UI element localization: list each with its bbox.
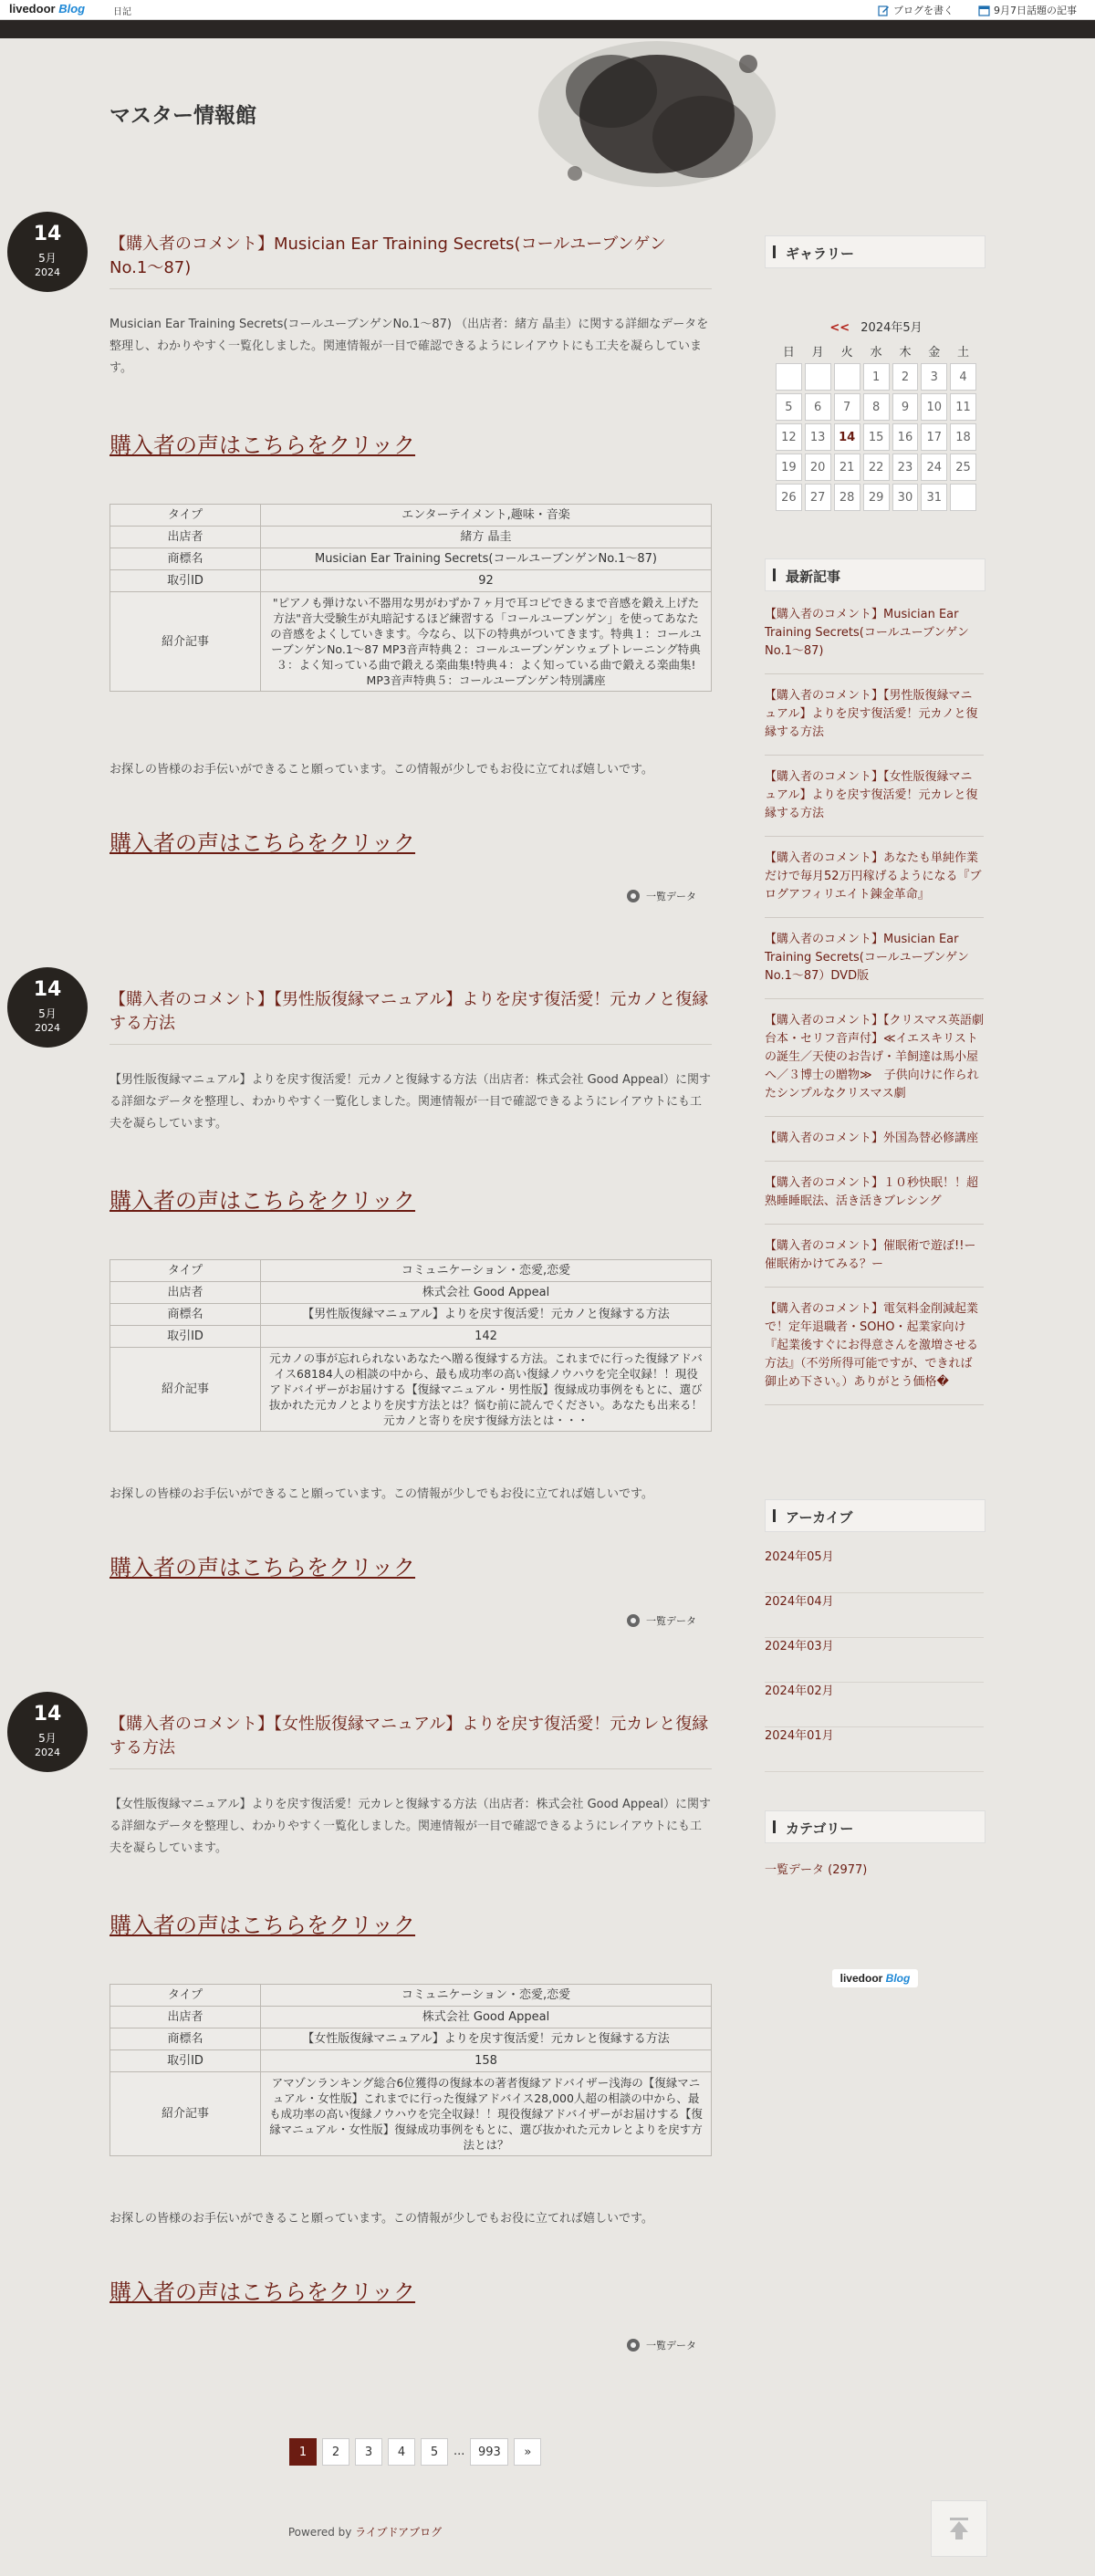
calendar-header xyxy=(776,318,976,338)
recent-post-link[interactable]: 【購入者のコメント】外国為替必修講座 xyxy=(765,1130,984,1162)
buyer-voice-link[interactable]: 購入者の声はこちらをクリック xyxy=(110,2279,416,2305)
closing-text: お探しの皆様のお手伝いができること願っています。この情報が少しでもお役に立てれば嬉しいです。 xyxy=(110,1487,653,1501)
closing-text: お探しの皆様のお手伝いができること願っています。この情報が少しでもお役に立てれば嬉しいです。 xyxy=(110,2212,653,2226)
page-link-last[interactable]: 993 xyxy=(470,2438,508,2466)
category-link[interactable]: 一覧データ xyxy=(625,889,696,903)
livedoor-blog-badge[interactable]: livedoor Blog xyxy=(832,1969,918,1987)
page-link[interactable]: 3 xyxy=(355,2438,382,2466)
archive-list xyxy=(765,1549,984,1772)
recent-post-link[interactable]: 【購入者のコメント】１０秒快眠！！超熟睡睡眠法、活き活きブレシング xyxy=(765,1174,984,1225)
pencil-icon xyxy=(878,5,890,16)
back-to-top-button[interactable] xyxy=(931,2500,987,2557)
table-row: 取引ID 142 xyxy=(110,1326,712,1348)
recent-post-link[interactable]: 【購入者のコメント】【女性版復縁マニュアル】よりを戻す復活愛！元カレと復縁する方法 xyxy=(765,768,984,837)
category-link[interactable]: 一覧データ xyxy=(625,1613,696,1628)
recent-posts-list xyxy=(765,606,984,1418)
page-link-current[interactable]: 1 xyxy=(289,2438,317,2466)
divider xyxy=(110,288,712,289)
table-row: 紹介記事 元カノの事が忘れられないあなたへ贈る復縁する方法。これまでに行った復縁アドバイス68184人の相談の中から、最も成功率の高い復縁ノウハウを完全収録！！現役アドバイザーがお届けする【復縁マニュアル・男性版】復縁成功事例をもとに、選び抜かれた元カノとよりを戻す方法とは？悩む前に読んでください。あなたも出来る！元カノと寄りを戻す復縁方法とは・・・ xyxy=(110,1348,712,1432)
table-row: 出店者 株式会社 Good Appeal xyxy=(110,1282,712,1304)
category-item-link[interactable]: 一覧データ (2977) xyxy=(765,1863,868,1877)
write-blog-link[interactable]: ブログを書く xyxy=(878,3,954,17)
category-heading: カテゴリー xyxy=(765,1810,986,1843)
calendar-month: 2024年5月 xyxy=(860,321,923,335)
post-title[interactable]: 【購入者のコメント】Musician Ear Training Secrets(コールユーブンゲンNo.1〜87) xyxy=(110,235,666,277)
week-row: 19 20 21 22 23 24 25 xyxy=(776,454,976,481)
folder-icon xyxy=(625,889,641,903)
archive-link[interactable]: 2024年03月 xyxy=(765,1638,984,1683)
post-description: 【女性版復縁マニュアル】よりを戻す復活愛！元カレと復縁する方法（出店者：株式会社 Good Appeal）に関する詳細なデータを整理し、わかりやすく一覧化しました。関連情報が一目で確認できるようにレイアウトにも工夫を凝らしています。 xyxy=(110,1798,711,1855)
diary-link[interactable]: 日記 xyxy=(113,7,131,17)
recent-post-link[interactable]: 【購入者のコメント】【クリスマス英語劇台本・セリフ音声付】≪イエスキリストの誕生／天使のお告げ・羊飼達は馬小屋へ／３博士の贈物≫ 子供向けに作られたシンプルなクリスマス劇 xyxy=(765,1012,984,1117)
table-row: 紹介記事 "ピアノも弾けない不器用な男がわずか７ヶ月で耳コピできるまで音感を鍛え上げた方法"音大受験生が丸暗記するほど練習する「コールユーブンゲン」を使ってあなたの音感をよくしていきます。今なら、以下の特典がついてきます。特典１：コールユーブンゲンNo.1〜87 MP3音声特典２：コールユーブンゲンウェブトレーニング特典３：よく知っている曲で鍛える楽曲集!特典４：よく知っている曲で鍛える楽曲集! MP3音声特典５：コールユーブンゲン特別講座 xyxy=(110,592,712,692)
table-row: 商標名 【男性版復縁マニュアル】よりを戻す復活愛！元カノと復縁する方法 xyxy=(110,1304,712,1326)
closing-text: お探しの皆様のお手伝いができること願っています。この情報が少しでもお役に立てれば嬉しいです。 xyxy=(110,763,653,777)
buyer-voice-link[interactable]: 購入者の声はこちらをクリック xyxy=(110,830,416,856)
calendar-icon xyxy=(978,5,990,16)
page-link[interactable]: 4 xyxy=(388,2438,415,2466)
calendar-grid xyxy=(773,338,979,514)
folder-icon xyxy=(625,1613,641,1628)
topics-link[interactable]: 9月7日話題の記事 xyxy=(978,3,1077,17)
post-description: Musician Ear Training Secrets(コールユーブンゲンNo.1〜87) （出店者：緒方 晶圭）に関する詳細なデータを整理し、わかりやすく一覧化しました。関連情報が一目で確認できるようにレイアウトにも工夫を凝らしています。 xyxy=(110,318,709,375)
calendar-day-link[interactable]: 14 xyxy=(834,423,860,451)
page-link[interactable]: 5 xyxy=(421,2438,448,2466)
date-badge: 14 5月 2024 xyxy=(7,967,88,1048)
week-row: 12 13 14 15 16 17 18 xyxy=(776,423,976,451)
archive-link[interactable]: 2024年04月 xyxy=(765,1593,984,1638)
week-row: 1 2 3 4 xyxy=(776,363,976,391)
buyer-voice-link[interactable]: 購入者の声はこちらをクリック xyxy=(110,1188,416,1214)
product-info-table xyxy=(110,1984,712,2156)
recent-heading: 最新記事 xyxy=(765,558,986,591)
table-row: 出店者 緒方 晶圭 xyxy=(110,527,712,548)
divider xyxy=(110,1768,712,1769)
recent-post-link[interactable]: 【購入者のコメント】Musician Ear Training Secrets(コールユーブンゲンNo.1〜87）DVD版 xyxy=(765,931,984,999)
buyer-voice-link[interactable]: 購入者の声はこちらをクリック xyxy=(110,1913,416,1938)
post-title[interactable]: 【購入者のコメント】【女性版復縁マニュアル】よりを戻す復活愛！元カレと復縁する方法 xyxy=(110,1715,709,1757)
week-row: 26 27 28 29 30 31 xyxy=(776,484,976,511)
category-link[interactable]: 一覧データ xyxy=(625,2338,696,2352)
ink-splash-decoration xyxy=(511,27,803,219)
product-info-table xyxy=(110,504,712,692)
table-row: タイプ エンターテイメント,趣味・音楽 xyxy=(110,505,712,527)
arrow-up-icon xyxy=(932,2501,986,2556)
date-badge: 14 5月 2024 xyxy=(7,1692,88,1772)
pagination xyxy=(289,2438,541,2466)
next-page-button[interactable]: » xyxy=(514,2438,541,2466)
archive-link[interactable]: 2024年01月 xyxy=(765,1727,984,1772)
archive-link[interactable]: 2024年05月 xyxy=(765,1549,984,1593)
buyer-voice-link[interactable]: 購入者の声はこちらをクリック xyxy=(110,1555,416,1580)
product-info-table xyxy=(110,1259,712,1432)
livedoor-blog-logo[interactable]: livedoor Blog xyxy=(9,2,86,16)
weekday-row: 日 月 火 水 木 金 土 xyxy=(782,345,970,360)
recent-post-link[interactable]: 【購入者のコメント】【男性版復縁マニュアル】よりを戻す復活愛！元カノと復縁する方法 xyxy=(765,687,984,756)
powered-by: Powered by ライブドアブログ xyxy=(287,2526,443,2539)
prev-month-link[interactable]: << xyxy=(829,321,850,335)
category-list xyxy=(765,1860,984,1877)
recent-post-link[interactable]: 【購入者のコメント】電気料金削減起業で！定年退職者・SOHO・起業家向け『起業後すぐにお得意さんを激増させる方法』（不労所得可能ですが、できれば御止め下さい。）ありがとう価格� xyxy=(765,1300,984,1405)
top-bar xyxy=(0,0,1095,20)
table-row: 出店者 株式会社 Good Appeal xyxy=(110,2007,712,2028)
pagination-ellipsis: ... xyxy=(454,2445,465,2458)
week-row: 5 6 7 8 9 10 11 xyxy=(776,393,976,421)
table-row: タイプ コミュニケーション・恋愛,恋愛 xyxy=(110,1985,712,2007)
table-row: 商標名 Musician Ear Training Secrets(コールユーブンゲンNo.1〜87) xyxy=(110,548,712,570)
archive-link[interactable]: 2024年02月 xyxy=(765,1683,984,1727)
livedoor-blog-link[interactable]: ライブドアブログ xyxy=(355,2526,443,2539)
divider xyxy=(110,1044,712,1045)
site-title[interactable]: マスター情報館 xyxy=(110,104,256,128)
recent-post-link[interactable]: 【購入者のコメント】催眠術で遊ぼ!!ー催眠術かけてみる？ー xyxy=(765,1237,984,1288)
calendar xyxy=(776,318,976,514)
page-link[interactable]: 2 xyxy=(322,2438,349,2466)
table-row: 取引ID 92 xyxy=(110,570,712,592)
recent-post-link[interactable]: 【購入者のコメント】あなたも単純作業だけで毎月52万円稼げるようになる『ブログアフィリエイト錬金革命』 xyxy=(765,850,984,918)
buyer-voice-link[interactable]: 購入者の声はこちらをクリック xyxy=(110,433,416,458)
archive-heading: アーカイブ xyxy=(765,1499,986,1532)
table-row: 取引ID 158 xyxy=(110,2050,712,2072)
folder-icon xyxy=(625,2338,641,2352)
recent-post-link[interactable]: 【購入者のコメント】Musician Ear Training Secrets(コールユーブンゲンNo.1〜87) xyxy=(765,606,984,674)
date-badge: 14 5月 2024 xyxy=(7,212,88,292)
gallery-heading: ギャラリー xyxy=(765,235,986,268)
table-row: 商標名 【女性版復縁マニュアル】よりを戻す復活愛！元カレと復縁する方法 xyxy=(110,2028,712,2050)
table-row: タイプ コミュニケーション・恋愛,恋愛 xyxy=(110,1260,712,1282)
table-row: 紹介記事 アマゾンランキング総合6位獲得の復縁本の著者復縁アドバイザー浅海の【復縁マニュアル・女性版】これまでに行った復縁アドバイス28,000人超の相談の中から、最も成功率の高い復縁ノウハウを完全収録！！現役復縁アドバイザーがお届けする【復縁マニュアル・女性版】復縁成功事例をもとに、選び抜かれた元カレとよりを戻す方法とは？ xyxy=(110,2072,712,2156)
post-description: 【男性版復縁マニュアル】よりを戻す復活愛！元カノと復縁する方法（出店者：株式会社 Good Appeal）に関する詳細なデータを整理し、わかりやすく一覧化しました。関連情報が一目で確認できるようにレイアウトにも工夫を凝らしています。 xyxy=(110,1073,711,1131)
post-title[interactable]: 【購入者のコメント】【男性版復縁マニュアル】よりを戻す復活愛！元カノと復縁する方法 xyxy=(110,990,709,1033)
